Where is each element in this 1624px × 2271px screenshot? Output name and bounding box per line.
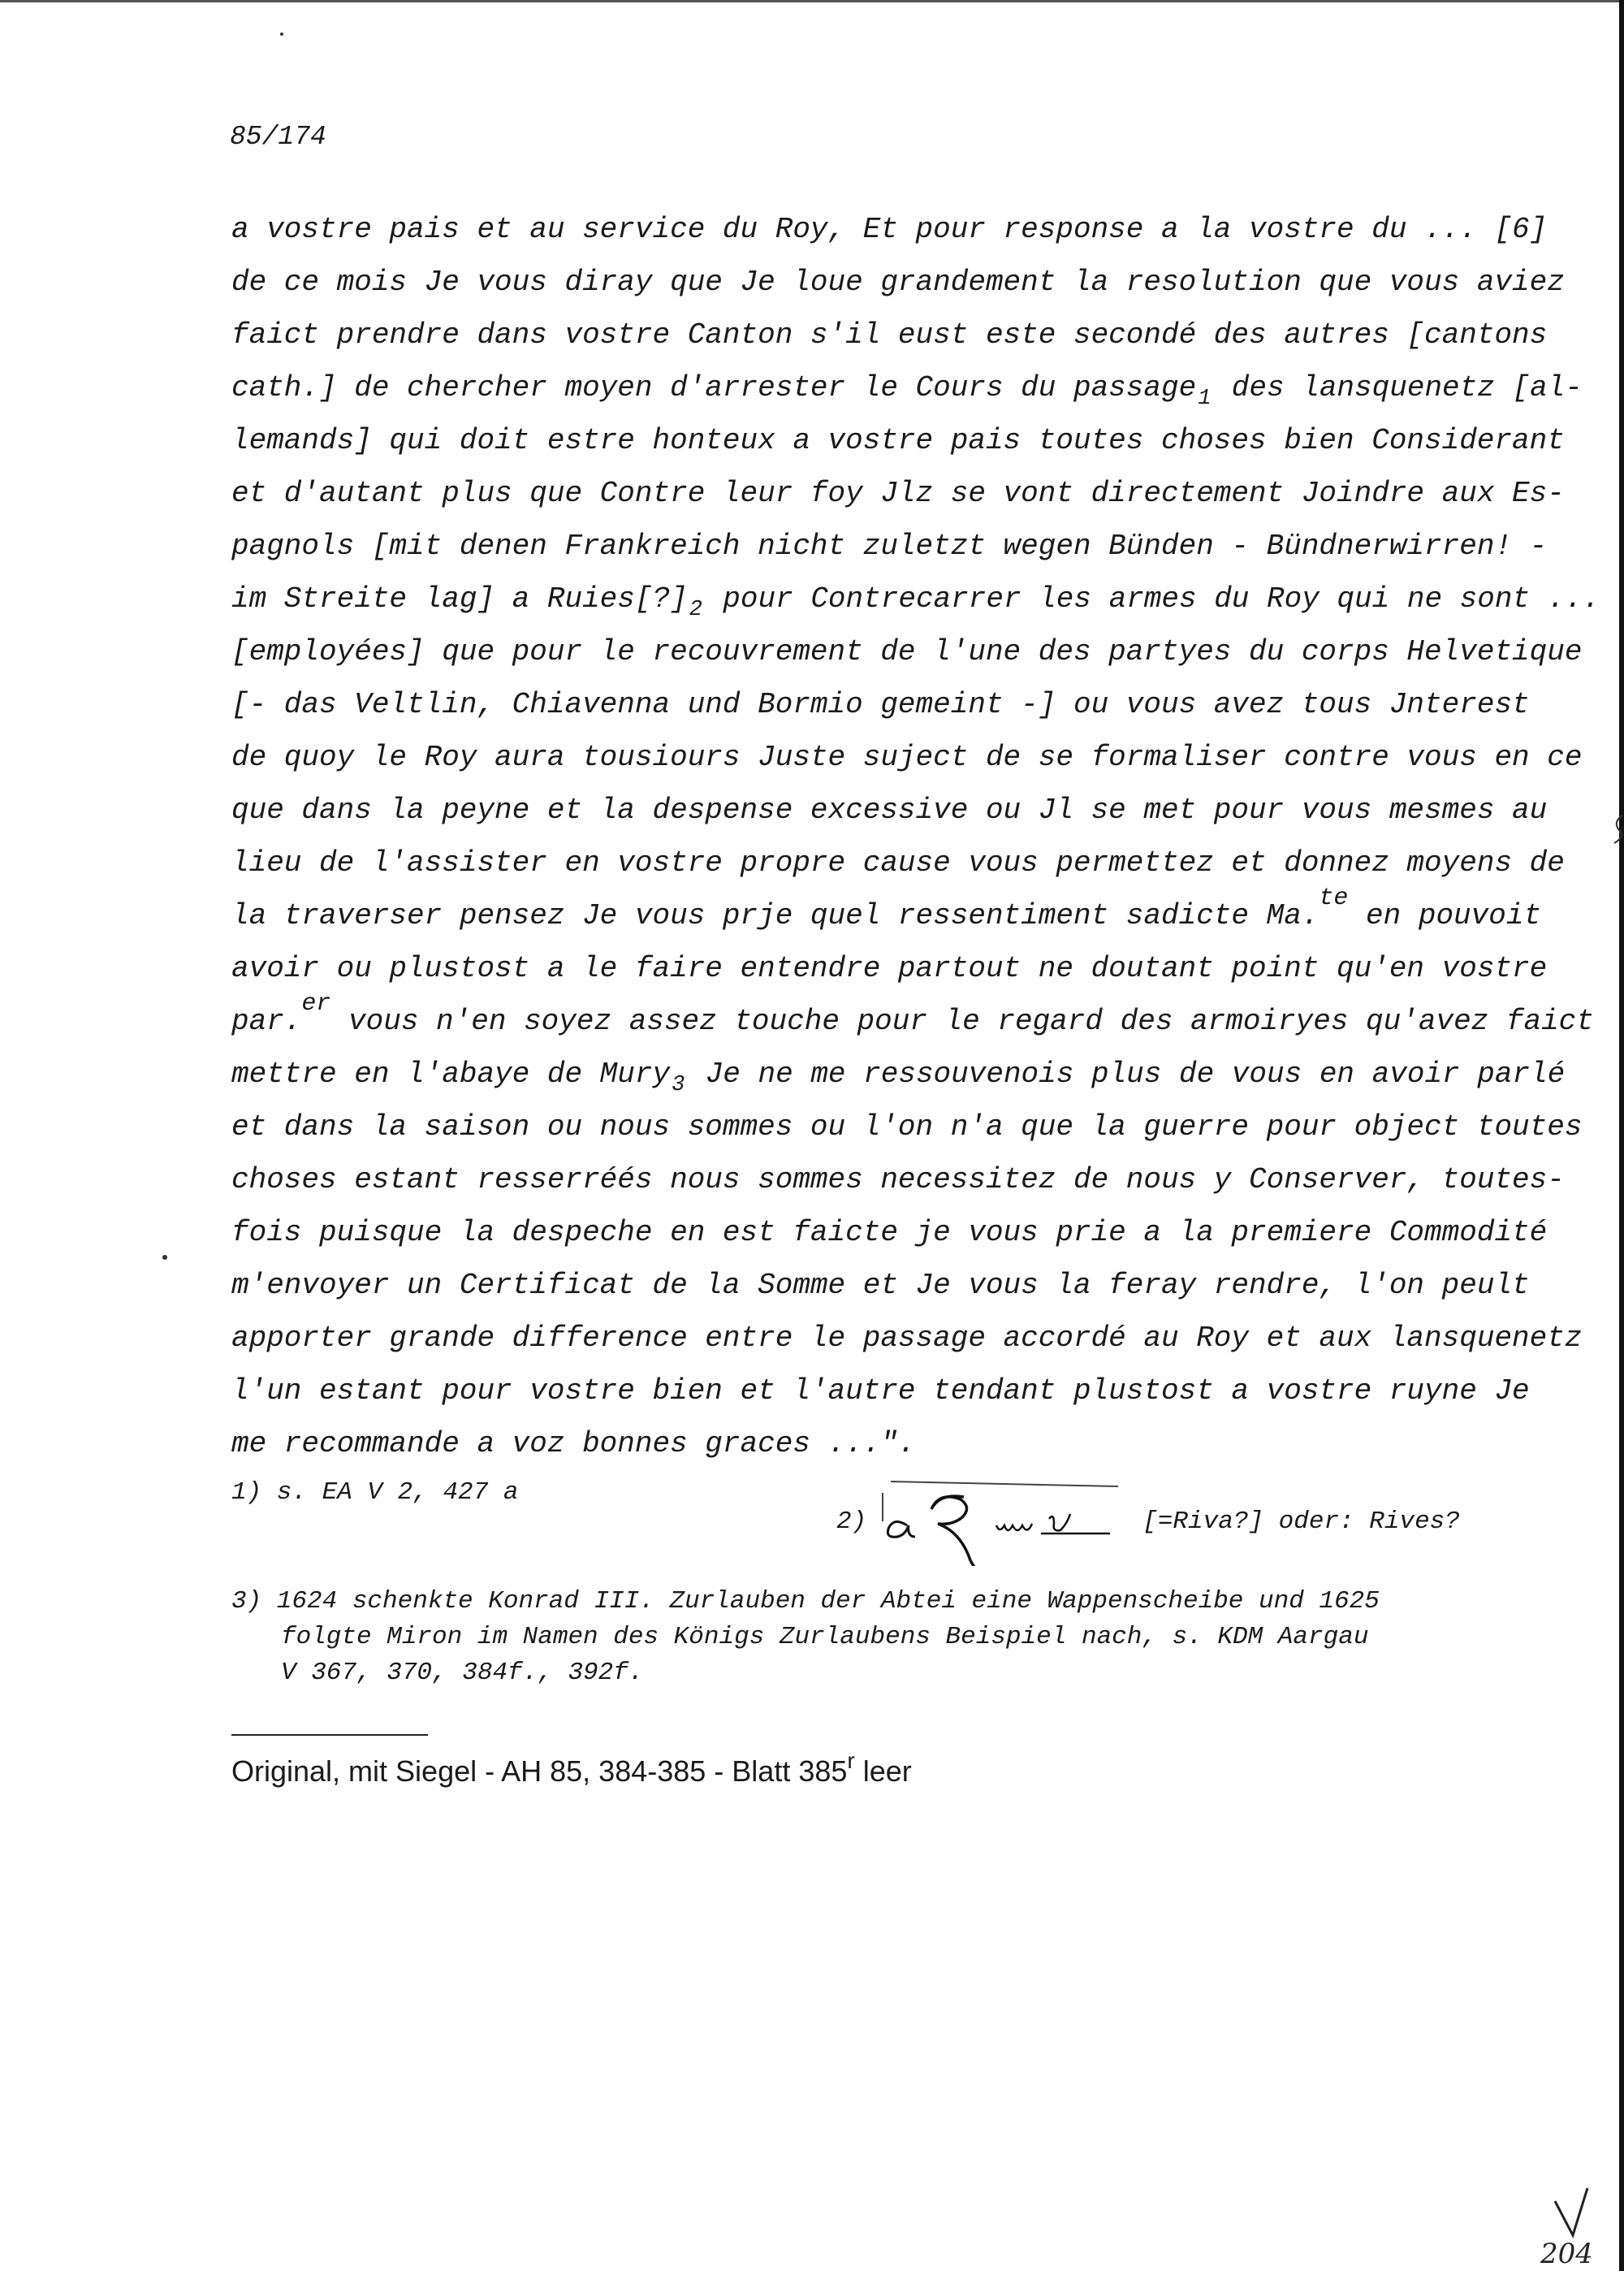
- footnote-1: 1) s. EA V 2, 427 a: [231, 1478, 519, 1507]
- footnote-3: [231, 1584, 1531, 1691]
- letter-line: im Streite lag] a Ruies[?] 2 pour Contrecarrer les armes du Roy qui ne sont ...: [231, 582, 1600, 622]
- divider: [231, 1734, 428, 1736]
- letter-line: et d'autant plus que Contre leur foy Jlz se vont directement Joindre aux Es-: [231, 477, 1565, 510]
- letter-line: choses estant resserréés nous sommes necessitez de nous y Conserver, toutes-: [231, 1163, 1565, 1196]
- letter-line-text: Je ne me ressouvenois plus de vous en avoir parlé: [688, 1058, 1566, 1091]
- letter-line: avoir ou plustost a le faire entendre partout ne doutant point qu'en vostre: [231, 952, 1548, 985]
- source-text: leer: [854, 1754, 912, 1788]
- letter-line: de ce mois Je vous diray que Je loue grandement la resolution que vous aviez: [231, 266, 1565, 299]
- letter-line: [231, 990, 1594, 1048]
- handwritten-signature-image: [875, 1477, 1126, 1566]
- letter-body: [231, 203, 1600, 1470]
- source-text: Original, mit Siegel - AH 85, 384-385 - Blatt 385: [231, 1754, 848, 1788]
- letter-line-text: par.: [231, 1005, 302, 1038]
- letter-line: que dans la peyne et la despense excessive ou Jl se met pour vous mesmes au: [231, 794, 1548, 827]
- letter-line-text: cath.] de chercher moyen d'arrester le Cours du passage: [231, 371, 1197, 404]
- letter-line: de quoy le Roy aura tousiours Juste suject de se formaliser contre vous en ce: [231, 741, 1583, 774]
- letter-line: lemands] qui doit estre honteux a vostre pais toutes choses bien Considerant: [231, 424, 1565, 457]
- footnote-3-line: 3) 1624 schenkte Konrad III. Zurlauben der Abtei eine Wappenscheibe und 1625: [231, 1587, 1380, 1616]
- letter-line: [231, 885, 1542, 942]
- letter-line: apporter grande difference entre le passage accordé au Roy et aux lansquenetz: [231, 1322, 1583, 1355]
- letter-line: [employées] que pour le recouvrement de l'une des partyes du corps Helvetique: [231, 635, 1583, 668]
- page-edge-right: [1619, 0, 1624, 2271]
- footnote-2-text: [=Riva?] oder: Rives?: [1142, 1507, 1460, 1536]
- letter-line: mettre en l'abaye de Mury 3 Je ne me ressouvenois plus de vous en avoir parlé: [231, 1058, 1566, 1097]
- letter-line-text: im Streite lag] a Ruies[?]: [231, 582, 688, 616]
- letter-line-text: des lansquenetz [al-: [1214, 371, 1583, 404]
- letter-line-text: vous n'en soyez assez touche pour le regard des armoiryes qu'avez faict: [330, 1005, 1594, 1038]
- superscript: er: [301, 990, 331, 1018]
- footnote-3-line: folgte Miron im Namen des Königs Zurlaubens Beispiel nach, s. KDM Aargau: [281, 1623, 1369, 1651]
- page-edge-top: [0, 0, 1624, 2]
- margin-mark: [1609, 812, 1624, 845]
- page-number: 85/174: [230, 122, 326, 152]
- speck: [162, 1255, 167, 1260]
- archive-handwritten-mark: [1539, 2185, 1620, 2266]
- letter-line: me recommande a voz bonnes graces ...".: [231, 1427, 916, 1460]
- footnote-3-line: V 367, 370, 384f., 392f.: [281, 1659, 644, 1687]
- footnote-2-label: 2): [836, 1507, 867, 1536]
- letter-line: et dans la saison ou nous sommes ou l'on n'a que la guerre pour object toutes: [231, 1110, 1583, 1144]
- letter-line: cath.] de chercher moyen d'arrester le Cours du passage 1 des lansquenetz [al-: [231, 371, 1583, 411]
- letter-line-text: la traverser pensez Je vous prje quel ressentiment sadicte Ma.: [231, 899, 1320, 932]
- letter-line: m'envoyer un Certificat de la Somme et Je vous la feray rendre, l'on peult: [231, 1269, 1530, 1302]
- letter-line-text: mettre en l'abaye de Mury: [231, 1058, 671, 1091]
- letter-line: faict prendre dans vostre Canton s'il eust este secondé des autres [cantons: [231, 318, 1548, 352]
- letter-line: a vostre pais et au service du Roy, Et pour response a la vostre du ... [6]: [231, 213, 1548, 246]
- letter-line: l'un estant pour vostre bien et l'autre tendant plustost a vostre ruyne Je: [231, 1374, 1530, 1408]
- footnote-2: [836, 1477, 1460, 1566]
- superscript: te: [1319, 885, 1349, 912]
- speck: [280, 32, 283, 36]
- letter-line: pagnols [mit denen Frankreich nicht zuletzt wegen Bünden - Bündnerwirren! -: [231, 530, 1548, 563]
- letter-line: fois puisque la despeche en est faicte je vous prie a la premiere Commodité: [231, 1216, 1548, 1249]
- letter-line: [- das Veltlin, Chiavenna und Bormio gemeint -] ou vous avez tous Jnterest: [231, 688, 1530, 721]
- letter-line: lieu de l'assister en vostre propre cause vous permettez et donnez moyens de: [231, 846, 1565, 880]
- superscript: r: [847, 1748, 855, 1773]
- letter-line-text: en pouvoit: [1348, 899, 1542, 932]
- archive-mark-number: 204: [1540, 2238, 1593, 2266]
- letter-line-text: pour Contrecarrer les armes du Roy qui ne sont ...: [705, 582, 1600, 616]
- source-line: [231, 1748, 912, 1789]
